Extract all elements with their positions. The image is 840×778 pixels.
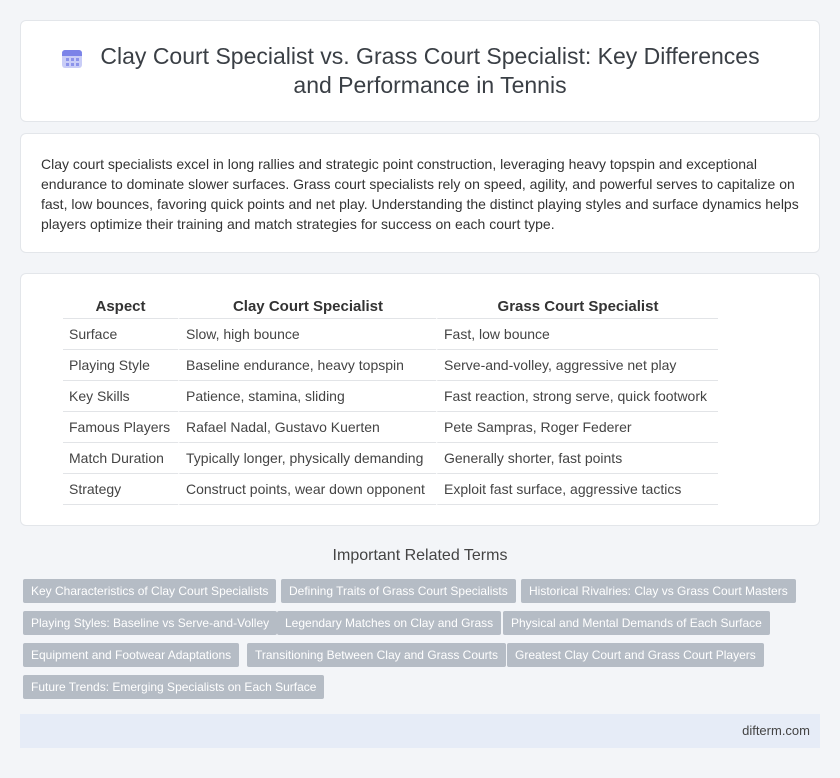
related-term-tag[interactable]: Transitioning Between Clay and Grass Courts <box>247 643 506 667</box>
related-terms-heading: Important Related Terms <box>332 547 508 564</box>
page-title: Clay Court Specialist vs. Grass Court Specialist: Key Differences and Performance in Tennis <box>100 43 760 98</box>
table-cell: Strategy <box>63 474 178 505</box>
related-term-tag[interactable]: Historical Rivalries: Clay vs Grass Court Masters <box>521 579 796 603</box>
table-row <box>63 350 718 381</box>
title-card <box>20 20 820 122</box>
related-term-tag[interactable]: Playing Styles: Baseline vs Serve-and-Volley <box>23 611 277 635</box>
table-cell: Patience, stamina, sliding <box>178 381 436 412</box>
table-cell: Typically longer, physically demanding <box>178 443 436 474</box>
related-term-tag[interactable]: Equipment and Footwear Adaptations <box>23 643 239 667</box>
table-cell: Key Skills <box>63 381 178 412</box>
related-term-tag[interactable]: Defining Traits of Grass Court Specialists <box>281 579 516 603</box>
footer <box>20 714 820 748</box>
table-cell: Serve-and-volley, aggressive net play <box>436 350 718 381</box>
table-cell: Generally shorter, fast points <box>436 443 718 474</box>
table-row <box>63 381 718 412</box>
intro-paragraph: Clay court specialists excel in long rallies and strategic point construction, leveraging heavy topspin and exceptional endurance to dominate slower surfaces. Grass court specialists rely on speed, agility, and powerful serves to capitalize on fast, low bounces, favoring quick points and net play. Understanding the distinct playing styles and surface dynamics helps players optimize their training and match strategies for success on each court type. <box>41 156 799 232</box>
table-cell: Fast, low bounce <box>436 319 718 350</box>
intro-card <box>20 133 820 253</box>
related-term-tag[interactable]: Physical and Mental Demands of Each Surface <box>503 611 770 635</box>
table-cell: Famous Players <box>63 412 178 443</box>
table-cell: Playing Style <box>63 350 178 381</box>
related-term-tag[interactable]: Greatest Clay Court and Grass Court Players <box>507 643 764 667</box>
table-cell: Exploit fast surface, aggressive tactics <box>436 474 718 505</box>
header-grass: Grass Court Specialist <box>436 294 718 319</box>
table-cell: Rafael Nadal, Gustavo Kuerten <box>178 412 436 443</box>
table-cell: Match Duration <box>63 443 178 474</box>
table-cell: Baseline endurance, heavy topspin <box>178 350 436 381</box>
table-cell: Pete Sampras, Roger Federer <box>436 412 718 443</box>
table-header-row <box>63 294 718 319</box>
comparison-table <box>63 294 718 505</box>
table-cell: Surface <box>63 319 178 350</box>
header-aspect: Aspect <box>63 294 178 319</box>
table-cell: Construct points, wear down opponent <box>178 474 436 505</box>
related-term-tag[interactable]: Legendary Matches on Clay and Grass <box>277 611 501 635</box>
related-term-tag[interactable]: Future Trends: Emerging Specialists on Each Surface <box>23 675 324 699</box>
table-row <box>63 319 718 350</box>
table-row <box>63 474 718 505</box>
header-clay: Clay Court Specialist <box>178 294 436 319</box>
comparison-table-card <box>20 273 820 526</box>
table-row <box>63 412 718 443</box>
table-row <box>63 443 718 474</box>
table-cell: Slow, high bounce <box>178 319 436 350</box>
related-term-tag[interactable]: Key Characteristics of Clay Court Specialists <box>23 579 276 603</box>
footer-site-link[interactable]: difterm.com <box>742 723 810 738</box>
table-cell: Fast reaction, strong serve, quick footwork <box>436 381 718 412</box>
